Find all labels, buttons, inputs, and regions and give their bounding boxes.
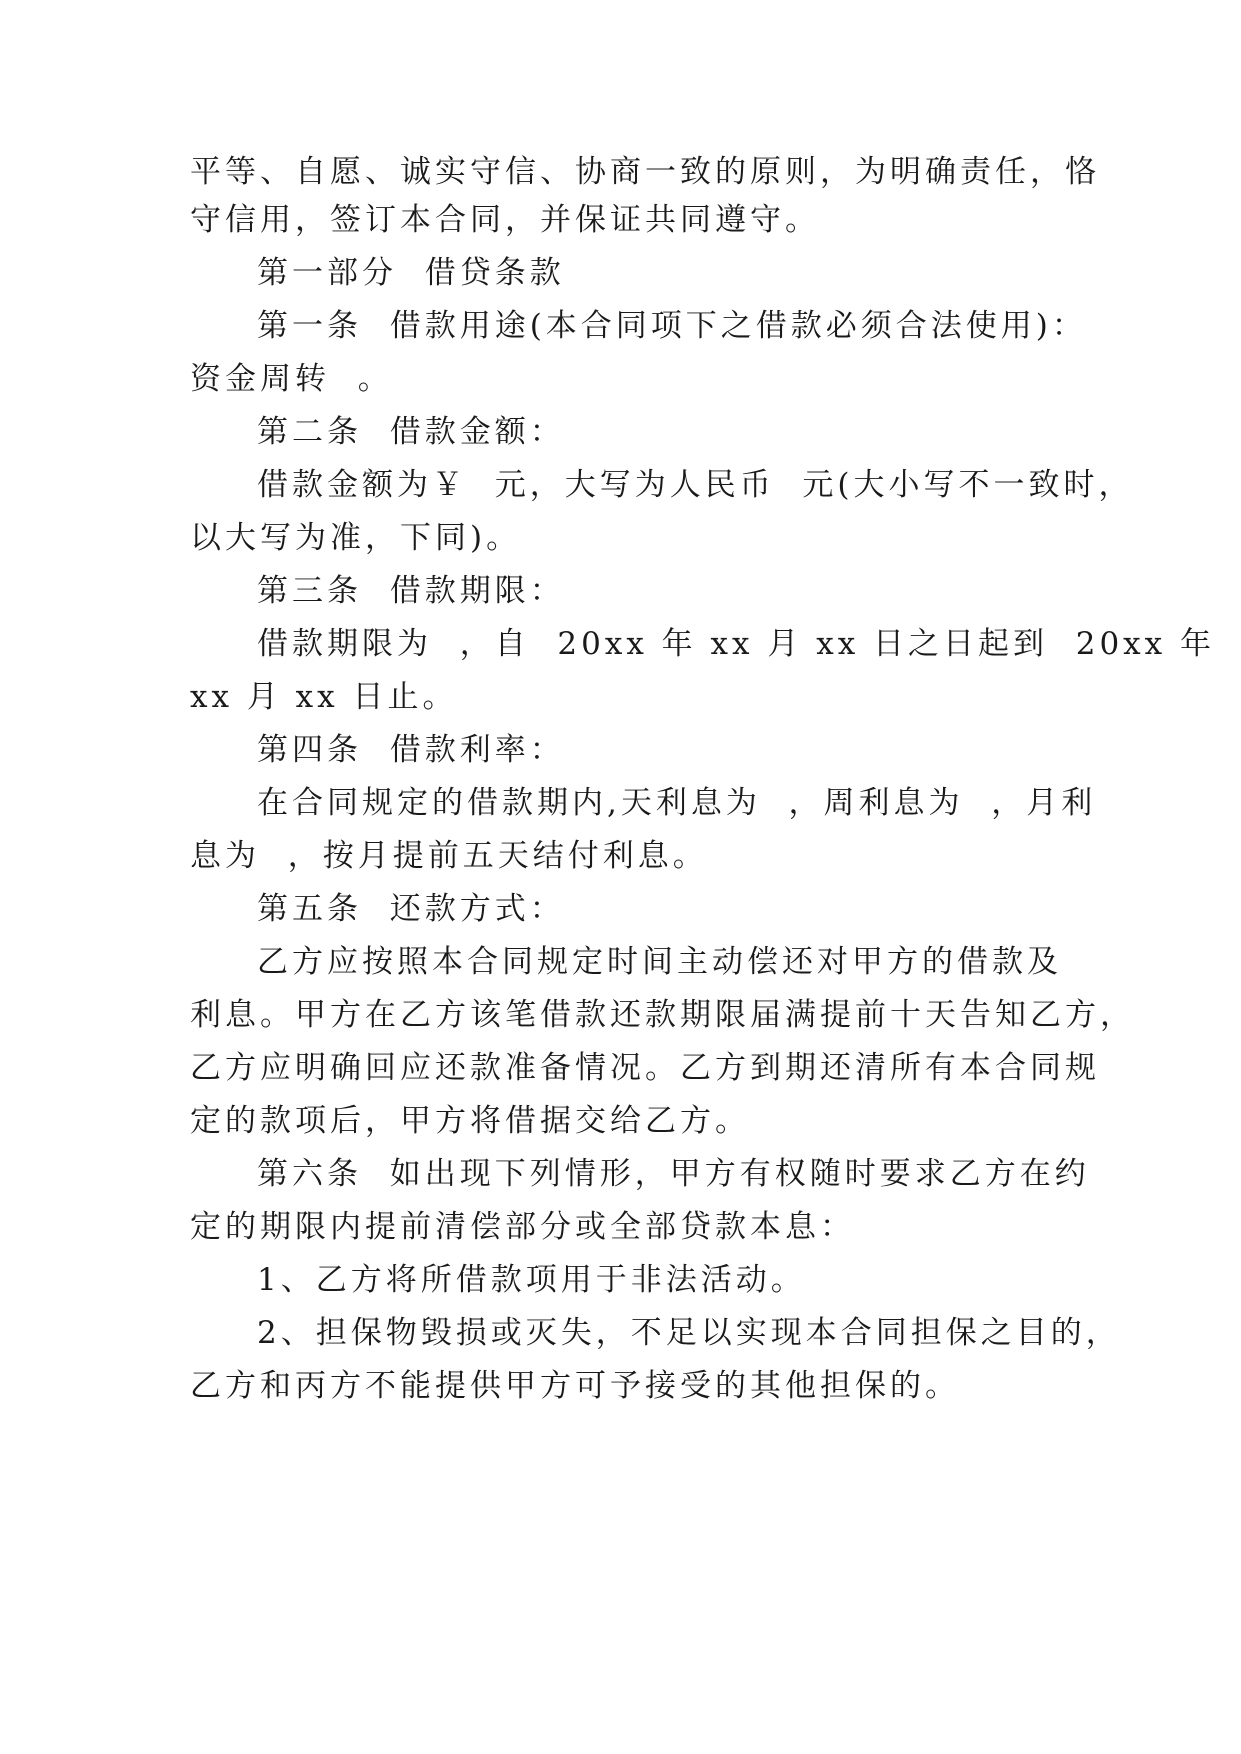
article-5-heading: 第五条 还款方式： (257, 891, 565, 927)
list-item-1: 1、乙方将所借款项用于非法活动。 (257, 1262, 806, 1298)
text-line-19: 定的款项后，甲方将借据交给乙方。 (190, 1103, 750, 1139)
text-line-10: 借款期限为 ，自 20xx 年 xx 月 xx 日之日起到 20xx 年 (257, 626, 1216, 662)
text-line-1: 平等、自愿、诚实守信、协商一致的原则，为明确责任，恪 (190, 154, 1100, 190)
article-6-heading: 第六条 如出现下列情形，甲方有权随时要求乙方在约 (257, 1156, 1090, 1192)
text-line-14: 息为 ，按月提前五天结付利息。 (190, 838, 708, 874)
text-line-13: 在合同规定的借款期内,天利息为 ，周利息为 ，月利 (257, 785, 1097, 821)
text-line-24: 乙方和丙方不能提供甲方可予接受的其他担保的。 (190, 1368, 960, 1404)
text-line-5: 资金周转 。 (190, 361, 393, 397)
text-line-17: 利息。甲方在乙方该笔借款还款期限届满提前十天告知乙方， (190, 997, 1135, 1033)
article-4-heading: 第四条 借款利率： (257, 732, 565, 768)
section-heading-part-one: 第一部分 借贷条款 (257, 255, 565, 291)
text-line-18: 乙方应明确回应还款准备情况。乙方到期还清所有本合同规 (190, 1050, 1100, 1086)
list-item-2: 2、担保物毁损或灭失，不足以实现本合同担保之目的， (257, 1315, 1121, 1351)
text-line-2: 守信用，签订本合同，并保证共同遵守。 (190, 202, 820, 238)
article-1-heading: 第一条 借款用途(本合同项下之借款必须合法使用)： (257, 308, 1087, 344)
article-2-heading: 第二条 借款金额： (257, 414, 565, 450)
text-line-21: 定的期限内提前清偿部分或全部贷款本息： (190, 1209, 855, 1245)
text-line-8: 以大写为准，下同)。 (190, 520, 522, 556)
article-3-heading: 第三条 借款期限： (257, 573, 565, 609)
text-line-16: 乙方应按照本合同规定时间主动偿还对甲方的借款及 (257, 944, 1062, 980)
text-line-11: xx 月 xx 日止。 (190, 679, 458, 715)
text-line-7: 借款金额为￥ 元，大写为人民币 元(大小写不一致时， (257, 467, 1134, 503)
